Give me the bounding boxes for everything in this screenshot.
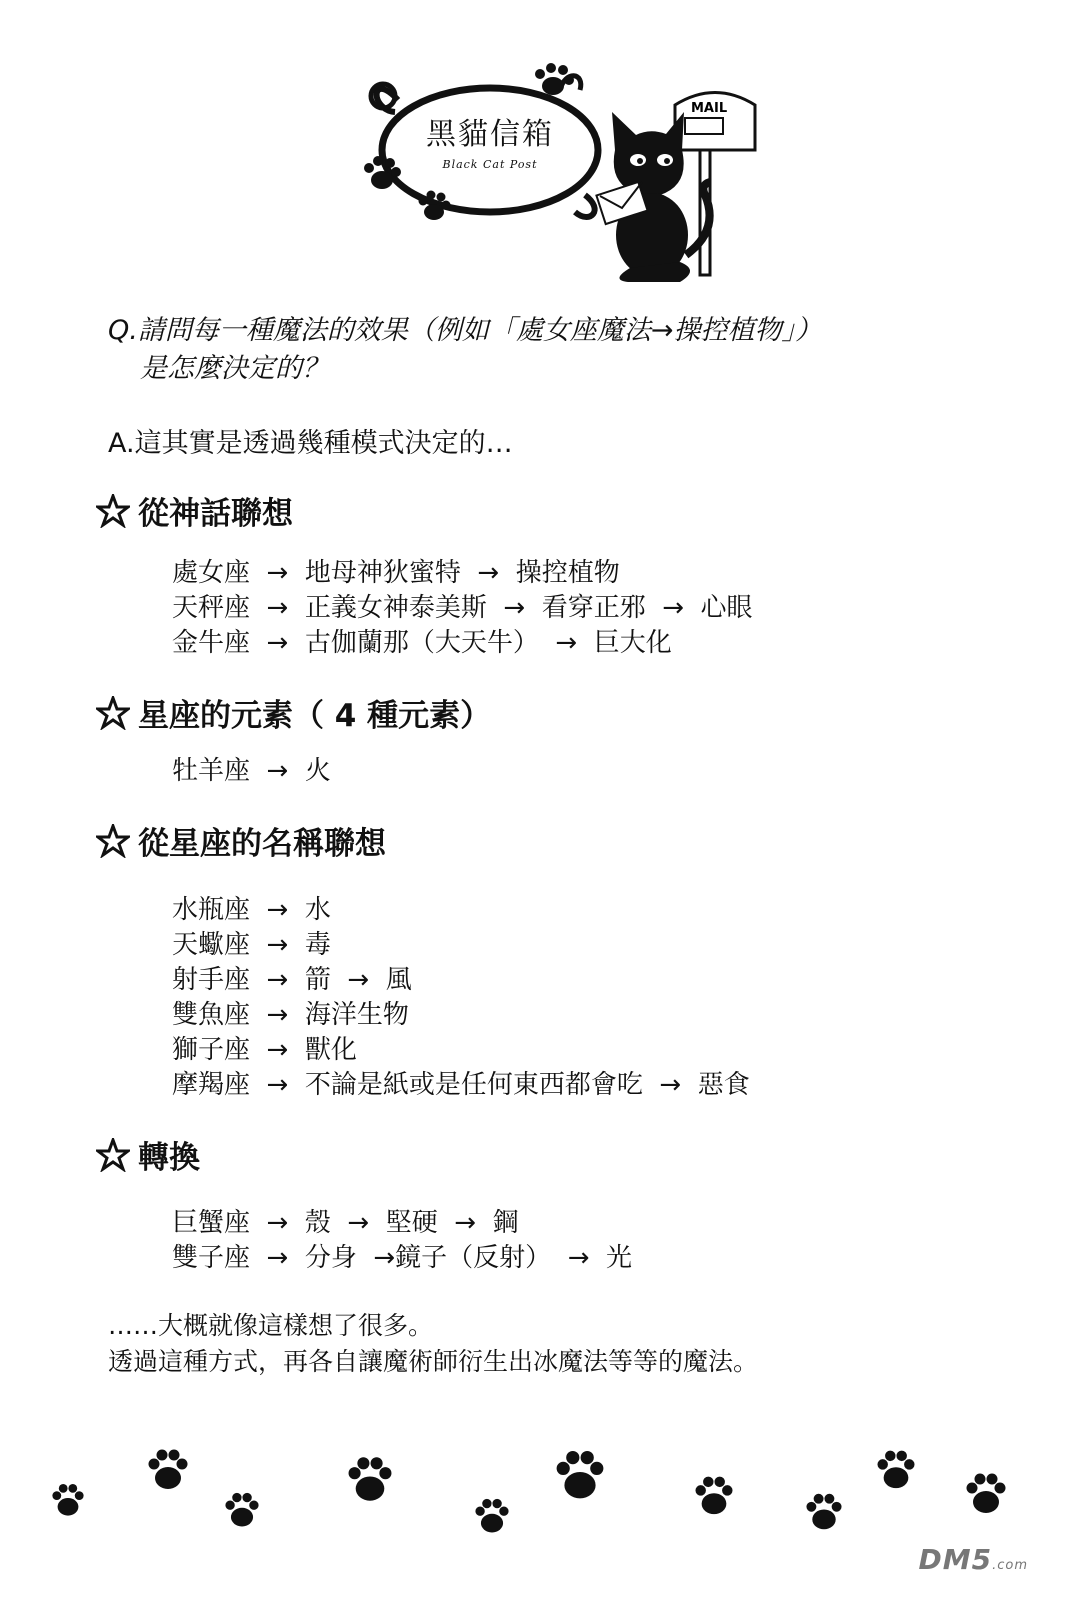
closing-text (108, 1308, 758, 1380)
watermark (919, 1543, 1029, 1576)
mailbox-icon (675, 93, 755, 276)
list-item: 天蠍座 → 毒 (172, 930, 331, 960)
list-item: 處女座 → 地母神狄蜜特 → 操控植物 (172, 558, 620, 588)
paw-icon (149, 1450, 188, 1490)
section-heading-elements (96, 690, 491, 735)
closing-line-2: 透過這種方式，再各自讓魔術師衍生出冰魔法等等的魔法。 (108, 1347, 759, 1376)
star-icon (96, 494, 130, 528)
star-icon (96, 824, 130, 858)
paw-icon (806, 1494, 841, 1530)
list-item: 射手座 → 箭 → 風 (172, 965, 412, 995)
list-item: 天秤座 → 正義女神泰美斯 → 看穿正邪 → 心眼 (172, 593, 753, 623)
section-title: 轉換 (138, 1140, 200, 1176)
answer: A.這其實是透過幾種模式決定的… (108, 428, 513, 459)
section-title: 從星座的名稱聯想 (138, 826, 386, 862)
list-item: 摩羯座 → 不論是紙或是任何東西都會吃 → 惡食 (172, 1070, 750, 1100)
svg-text:MAIL: MAIL (691, 101, 728, 116)
section-lines-conversion (172, 1206, 632, 1276)
star-icon (96, 1138, 130, 1172)
list-item: 巨蟹座 → 殼 → 堅硬 → 鋼 (172, 1208, 519, 1238)
paw-icon (877, 1451, 914, 1489)
paw-icon (52, 1484, 83, 1516)
section-heading-conversion (96, 1132, 200, 1177)
section-title: 從神話聯想 (138, 496, 293, 532)
list-item: 牡羊座 → 火 (172, 756, 331, 786)
section-lines-mythology (172, 556, 753, 661)
section-title: 星座的元素（ 4 種元素） (138, 698, 492, 734)
closing-line-1: ……大概就像這樣想了很多。 (108, 1311, 434, 1340)
section-heading-mythology (96, 488, 293, 533)
list-item: 雙子座 → 分身 →鏡子（反射） → 光 (172, 1243, 633, 1273)
list-item: 雙魚座 → 海洋生物 (172, 1000, 409, 1030)
watermark-domain: .com (992, 1558, 1028, 1573)
question-line-1: Q.請問每一種魔法的效果（例如「處女座魔法→操控植物」） (108, 315, 822, 346)
section-heading-names (96, 818, 386, 863)
watermark-brand: DM5 (918, 1543, 993, 1576)
logo-subtitle: Black Cat Post (442, 158, 538, 171)
star-icon (96, 696, 130, 730)
paw-print-trail (0, 1430, 1066, 1600)
question (108, 312, 822, 388)
paw-icon (695, 1477, 732, 1515)
paw-icon (225, 1493, 258, 1527)
list-item: 獅子座 → 獸化 (172, 1035, 357, 1065)
paw-icon (475, 1499, 508, 1533)
logo-title: 黑貓信箱 (426, 117, 554, 152)
paw-icon (349, 1457, 392, 1500)
paw-icon (557, 1451, 604, 1498)
paw-icon (967, 1474, 1006, 1514)
list-item: 水瓶座 → 水 (172, 895, 331, 925)
section-lines-names (172, 893, 750, 1103)
logo-text (420, 118, 560, 171)
list-item: 金牛座 → 古伽蘭那（大天牛） → 巨大化 (172, 628, 672, 658)
paw-icon (419, 191, 451, 221)
section-lines-elements (172, 754, 331, 789)
paw-icon (535, 63, 574, 95)
question-line-2: 是怎麼決定的？ (140, 353, 329, 384)
black-cat-post-header (0, 0, 1066, 300)
